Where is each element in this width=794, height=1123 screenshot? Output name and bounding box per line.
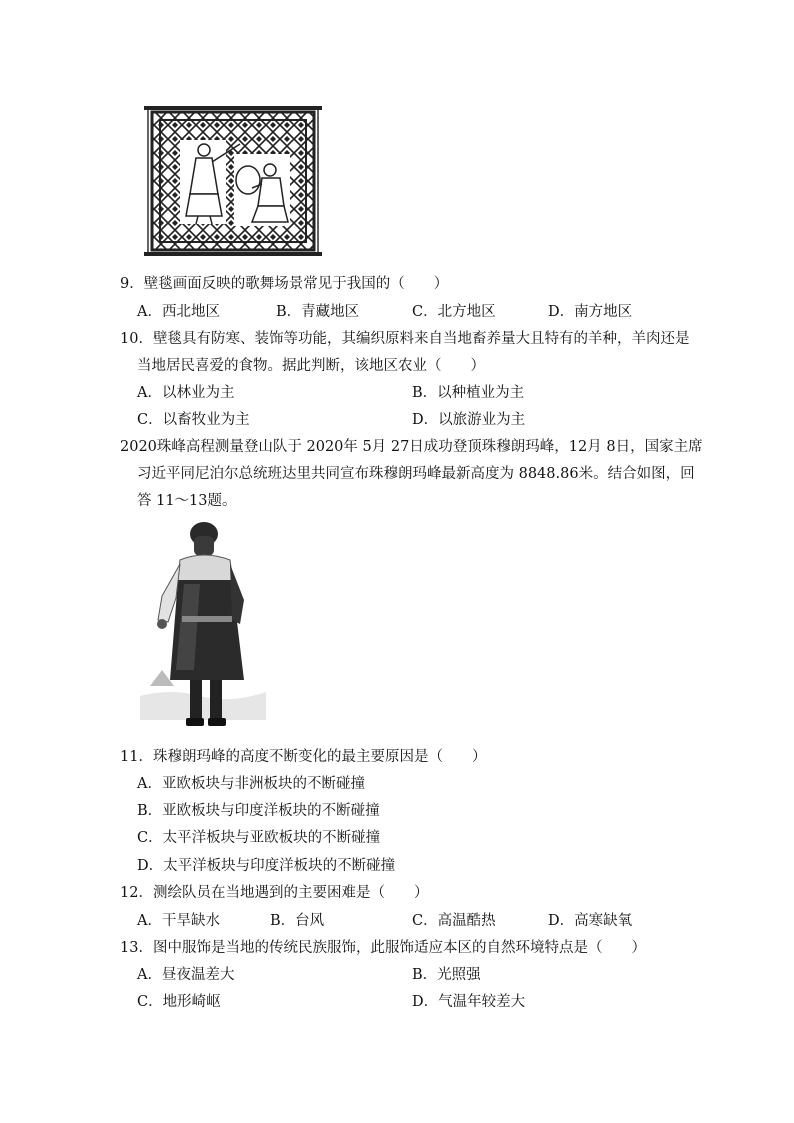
question-13-option-b: B．光照强	[412, 967, 481, 983]
intro-line-3: 答 11～13题。	[137, 493, 237, 509]
question-13-option-d: D．气温年较差大	[412, 994, 526, 1010]
question-12-option-b: B．台风	[270, 913, 325, 929]
question-9-option-d: D．南方地区	[548, 304, 633, 320]
question-13-option-c: C．地形崎岖	[137, 994, 221, 1010]
question-11-option-c: C．太平洋板块与亚欧板块的不断碰撞	[137, 830, 381, 846]
question-11-option-d: D．太平洋板块与印度洋板块的不断碰撞	[137, 858, 396, 874]
question-12-option-c: C．高温酷热	[412, 913, 496, 929]
question-13-stem: 13．图中服饰是当地的传统民族服饰，此服饰适应本区的自然环境特点是（ ）	[120, 940, 646, 956]
question-10-stem-line2: 当地居民喜爱的食物。据此判断，该地区农业（ ）	[137, 358, 485, 374]
question-10-option-d: D．以旅游业为主	[412, 412, 526, 428]
question-10-option-c: C．以畜牧业为主	[137, 412, 250, 428]
question-10-option-b: B．以种植业为主	[412, 385, 525, 401]
question-9-option-a: A．西北地区	[137, 304, 220, 320]
question-11-option-a: A．亚欧板块与非洲板块的不断碰撞	[137, 776, 365, 792]
question-11-option-b: B．亚欧板块与印度洋板块的不断碰撞	[137, 803, 380, 819]
intro-line-2: 习近平同尼泊尔总统班达里共同宣布珠穆朗玛峰最新高度为 8848.86米。结合如图，回	[137, 466, 695, 482]
tapestry-figure	[140, 104, 326, 260]
question-9-stem: 9．壁毯画面反映的歌舞场景常见于我国的（ ）	[120, 276, 449, 292]
question-10-option-a: A．以林业为主	[137, 385, 235, 401]
intro-line-1: 2020珠峰高程测量登山队于 2020年 5月 27日成功登顶珠穆朗玛峰，12月 8日，国家主席	[120, 439, 703, 455]
question-12-stem: 12．测绘队员在当地遇到的主要困难是（ ）	[120, 885, 429, 901]
question-9-option-c: C．北方地区	[412, 304, 496, 320]
question-10-stem-line1: 10．壁毯具有防寒、装饰等功能，其编织原料来自当地畜养量大且特有的羊种，羊肉还是	[120, 331, 690, 347]
question-12-option-a: A．干旱缺水	[137, 913, 220, 929]
question-13-option-a: A．昼夜温差大	[137, 967, 235, 983]
question-9-option-b: B．青藏地区	[276, 304, 360, 320]
traditional-clothing-figure	[140, 520, 266, 734]
question-11-stem: 11．珠穆朗玛峰的高度不断变化的最主要原因是（ ）	[120, 749, 487, 765]
question-12-option-d: D．高寒缺氧	[548, 913, 633, 929]
